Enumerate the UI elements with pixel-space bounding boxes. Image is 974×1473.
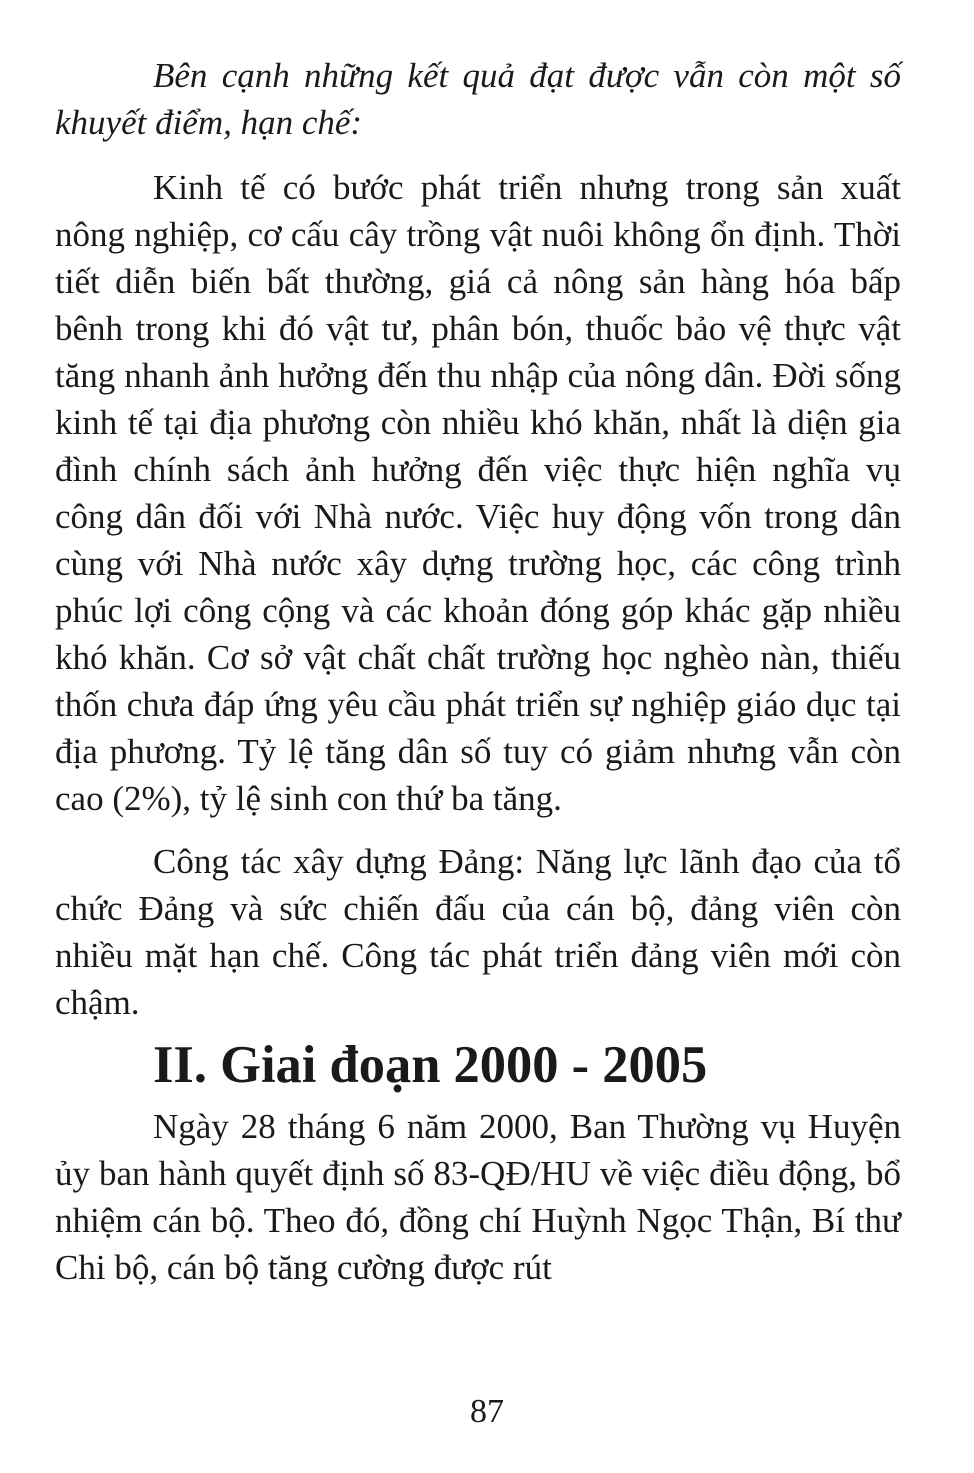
economy-paragraph: Kinh tế có bước phát triển nhưng trong sản xuất nông nghiệp, cơ cấu cây trồng vật nuôi không ổn định. Thời tiết diễn biến bất thường, giá cả nông sản hàng hóa bấp bênh trong khi đó vật tư, phân bón, thuốc bảo vệ thực vật tăng nhanh ảnh hưởng đến thu nhập của nông dân. Đời sống kinh tế tại địa phương còn nhiều khó khăn, nhất là diện gia đình chính sách ảnh hưởng đến việc thực hiện nghĩa vụ công dân đối với Nhà nước. Việc huy động vốn trong dân cùng với Nhà nước xây dựng trường học, các công trình phúc lợi công cộng và các khoản đóng góp khác gặp nhiều khó khăn. Cơ sở vật chất chất trường học nghèo nàn, thiếu thốn chưa đáp ứng yêu cầu phát triển sự nghiệp giáo dục tại địa phương. Tỷ lệ tăng dân số tuy có giảm nhưng vẫn còn cao (2%), tỷ lệ sinh con thứ ba tăng.: [55, 168, 901, 818]
section-heading: II. Giai đoạn 2000 - 2005: [153, 1036, 708, 1094]
party-building-paragraph: Công tác xây dựng Đảng: Năng lực lãnh đạo của tổ chức Đảng và sức chiến đấu của cán bộ, đảng viên còn nhiều mặt hạn chế. Công tác phát triển đảng viên mới còn chậm.: [55, 842, 901, 1022]
section-paragraph: Ngày 28 tháng 6 năm 2000, Ban Thường vụ Huyện ủy ban hành quyết định số 83-QĐ/HU về việc điều động, bổ nhiệm cán bộ. Theo đó, đồng chí Huỳnh Ngọc Thận, Bí thư Chi bộ, cán bộ tăng cường được rút: [55, 1107, 901, 1287]
page-body: [55, 52, 901, 1291]
page-number: 87: [470, 1393, 504, 1430]
intro-paragraph: Bên cạnh những kết quả đạt được vẫn còn một số khuyết điểm, hạn chế:: [55, 56, 901, 142]
